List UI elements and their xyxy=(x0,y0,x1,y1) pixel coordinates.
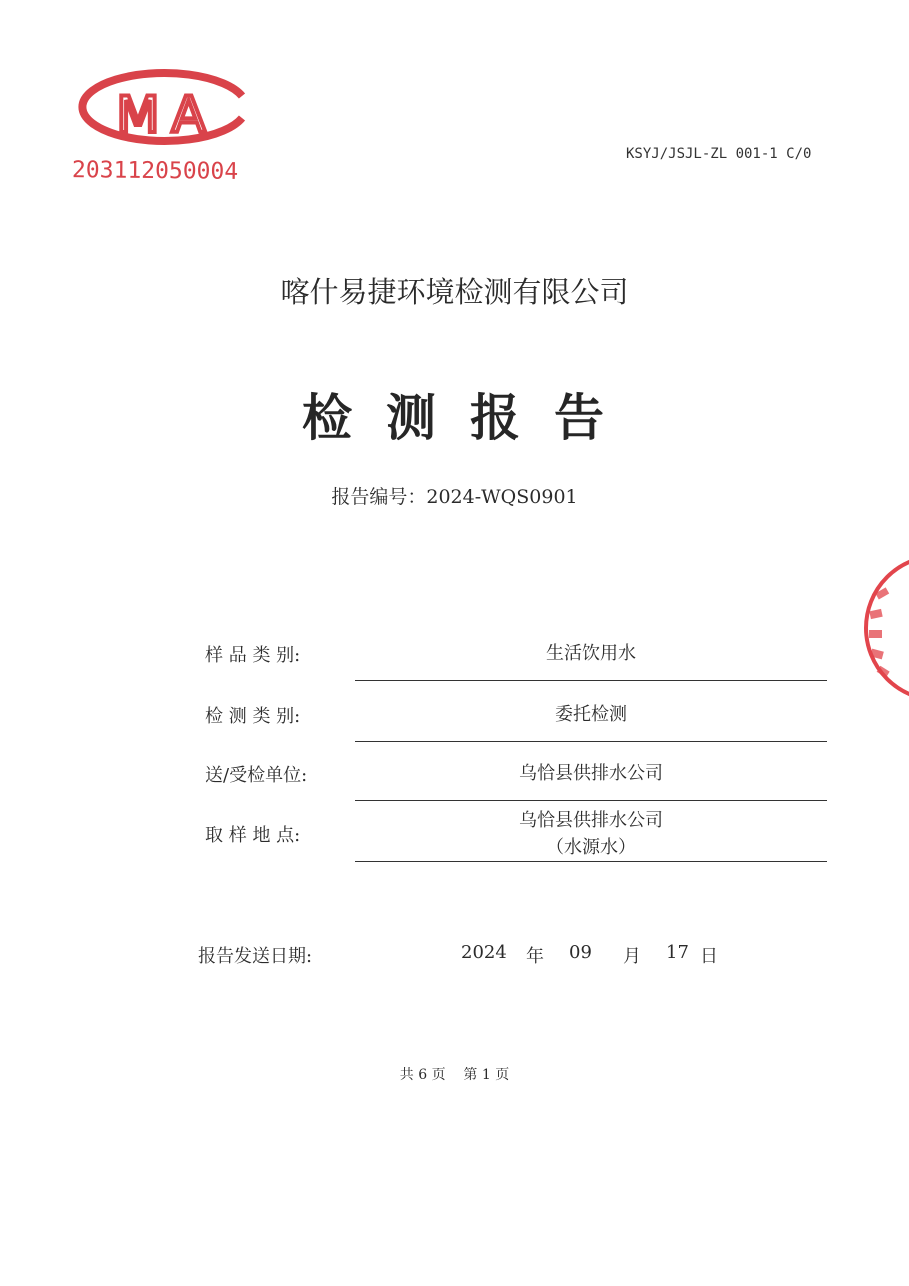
company-seal xyxy=(858,548,909,708)
report-title: 检测报告 xyxy=(302,388,638,447)
sampling-site-line-2: （水源水） xyxy=(546,837,636,858)
sampling-site-line-1: 乌恰县供排水公司 xyxy=(519,810,663,831)
report-number-label: 报告编号： xyxy=(331,486,427,508)
cma-number: 203112050004 xyxy=(71,157,239,185)
sampling-site-value xyxy=(355,807,827,861)
client-unit-underline xyxy=(355,800,827,801)
test-type-underline xyxy=(355,741,827,742)
sampling-site-underline xyxy=(355,861,827,862)
send-date-year: 2024 xyxy=(461,942,507,963)
send-date-day-unit: 日 xyxy=(700,946,718,967)
send-date-month-unit: 月 xyxy=(623,946,641,967)
report-number-value: 2024-WQS0901 xyxy=(426,486,578,508)
sample-type-value: 生活饮用水 xyxy=(546,643,636,664)
send-date-day: 17 xyxy=(666,942,689,963)
sample-type-label: 样 品 类 别: xyxy=(205,645,301,666)
sampling-site-label: 取 样 地 点: xyxy=(205,825,301,846)
page-footer: 共 6 页 第 1 页 xyxy=(399,1067,510,1083)
send-date-year-unit: 年 xyxy=(526,946,544,967)
test-type-label: 检 测 类 别: xyxy=(205,706,301,727)
sample-type-underline xyxy=(355,680,827,681)
test-type-value: 委托检测 xyxy=(555,704,627,725)
report-number-row xyxy=(0,482,909,509)
company-name: 喀什易捷环境检测有限公司 xyxy=(280,275,629,309)
client-unit-value: 乌恰县供排水公司 xyxy=(519,763,663,784)
send-date-label: 报告发送日期: xyxy=(198,946,313,967)
client-unit-label: 送/受检单位: xyxy=(205,765,308,786)
cma-letters: MA xyxy=(116,86,218,144)
send-date-month: 09 xyxy=(569,942,592,963)
document-code: KSYJ/JSJL-ZL 001-1 C/0 xyxy=(626,146,812,162)
